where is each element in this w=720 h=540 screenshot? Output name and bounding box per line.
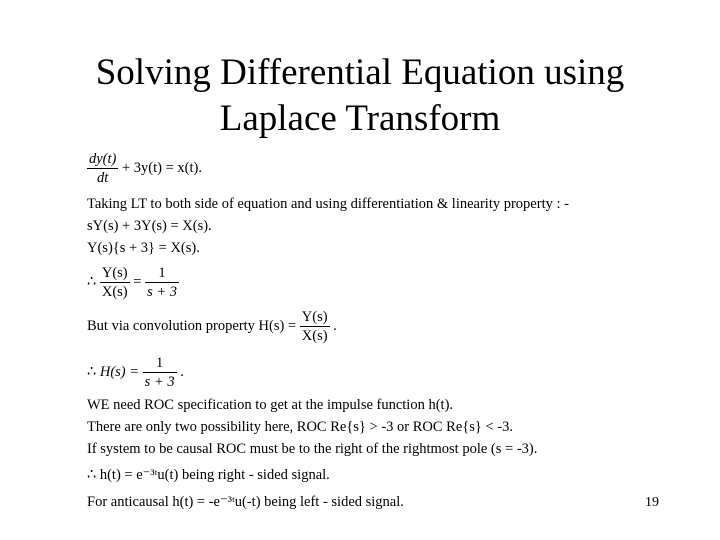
- H-equation: [87, 354, 184, 391]
- equals-sign: =: [133, 273, 142, 290]
- line-Ys: Y(s){s + 3} = X(s).: [87, 240, 200, 256]
- H-fraction: [143, 354, 177, 391]
- H-label: H(s) =: [99, 363, 140, 380]
- transfer-numerator: 1: [145, 264, 179, 283]
- convolution-numerator: Y(s): [301, 309, 328, 325]
- derivative-numerator: dy(t): [89, 151, 117, 167]
- ratio-denominator: X(s): [101, 284, 128, 300]
- line-right-sided: ∴ h(t) = e⁻³ᵗu(t) being right - sided signal.: [87, 467, 330, 483]
- therefore-symbol-2: ∴: [87, 363, 97, 380]
- H-numerator: 1: [143, 354, 177, 373]
- page-number: 19: [645, 495, 659, 510]
- line-left-sided: For anticausal h(t) = -e⁻³ᵗu(-t) being left - sided signal.: [87, 494, 404, 510]
- convolution-text: But via convolution property H(s) =: [87, 317, 297, 334]
- line-two-possibility: There are only two possibility here, ROC Re{s} > -3 or ROC Re{s} < -3.: [87, 419, 513, 435]
- therefore-symbol: ∴: [87, 273, 97, 290]
- ratio-equation: [87, 264, 179, 301]
- transfer-denominator: s + 3: [147, 284, 178, 300]
- derivative-denominator: dt: [97, 170, 109, 186]
- ratio-numerator: Y(s): [101, 265, 128, 281]
- convolution-end: .: [333, 317, 337, 334]
- slide-title: [0, 50, 720, 142]
- line-taking-lt: Taking LT to both side of equation and using differentiation & linearity property : -: [87, 196, 569, 212]
- transfer-fraction: [145, 264, 179, 301]
- differential-equation: [87, 150, 202, 187]
- convolution-denominator: X(s): [301, 328, 328, 344]
- ratio-fraction: [100, 264, 130, 301]
- H-denominator: s + 3: [144, 374, 175, 390]
- line-causal: If system to be causal ROC must be to the right of the rightmost pole (s = -3).: [87, 441, 538, 457]
- line-sY: sY(s) + 3Y(s) = X(s).: [87, 218, 212, 234]
- H-end: .: [180, 363, 184, 380]
- convolution-line: [87, 308, 337, 345]
- derivative-fraction: [87, 150, 118, 187]
- equation-rest: + 3y(t) = x(t).: [122, 159, 202, 176]
- convolution-fraction: [300, 308, 330, 345]
- title-line-1: Solving Differential Equation using: [95, 52, 625, 93]
- line-roc: WE need ROC specification to get at the impulse function h(t).: [87, 397, 454, 413]
- title-line-2: Laplace Transform: [219, 98, 501, 139]
